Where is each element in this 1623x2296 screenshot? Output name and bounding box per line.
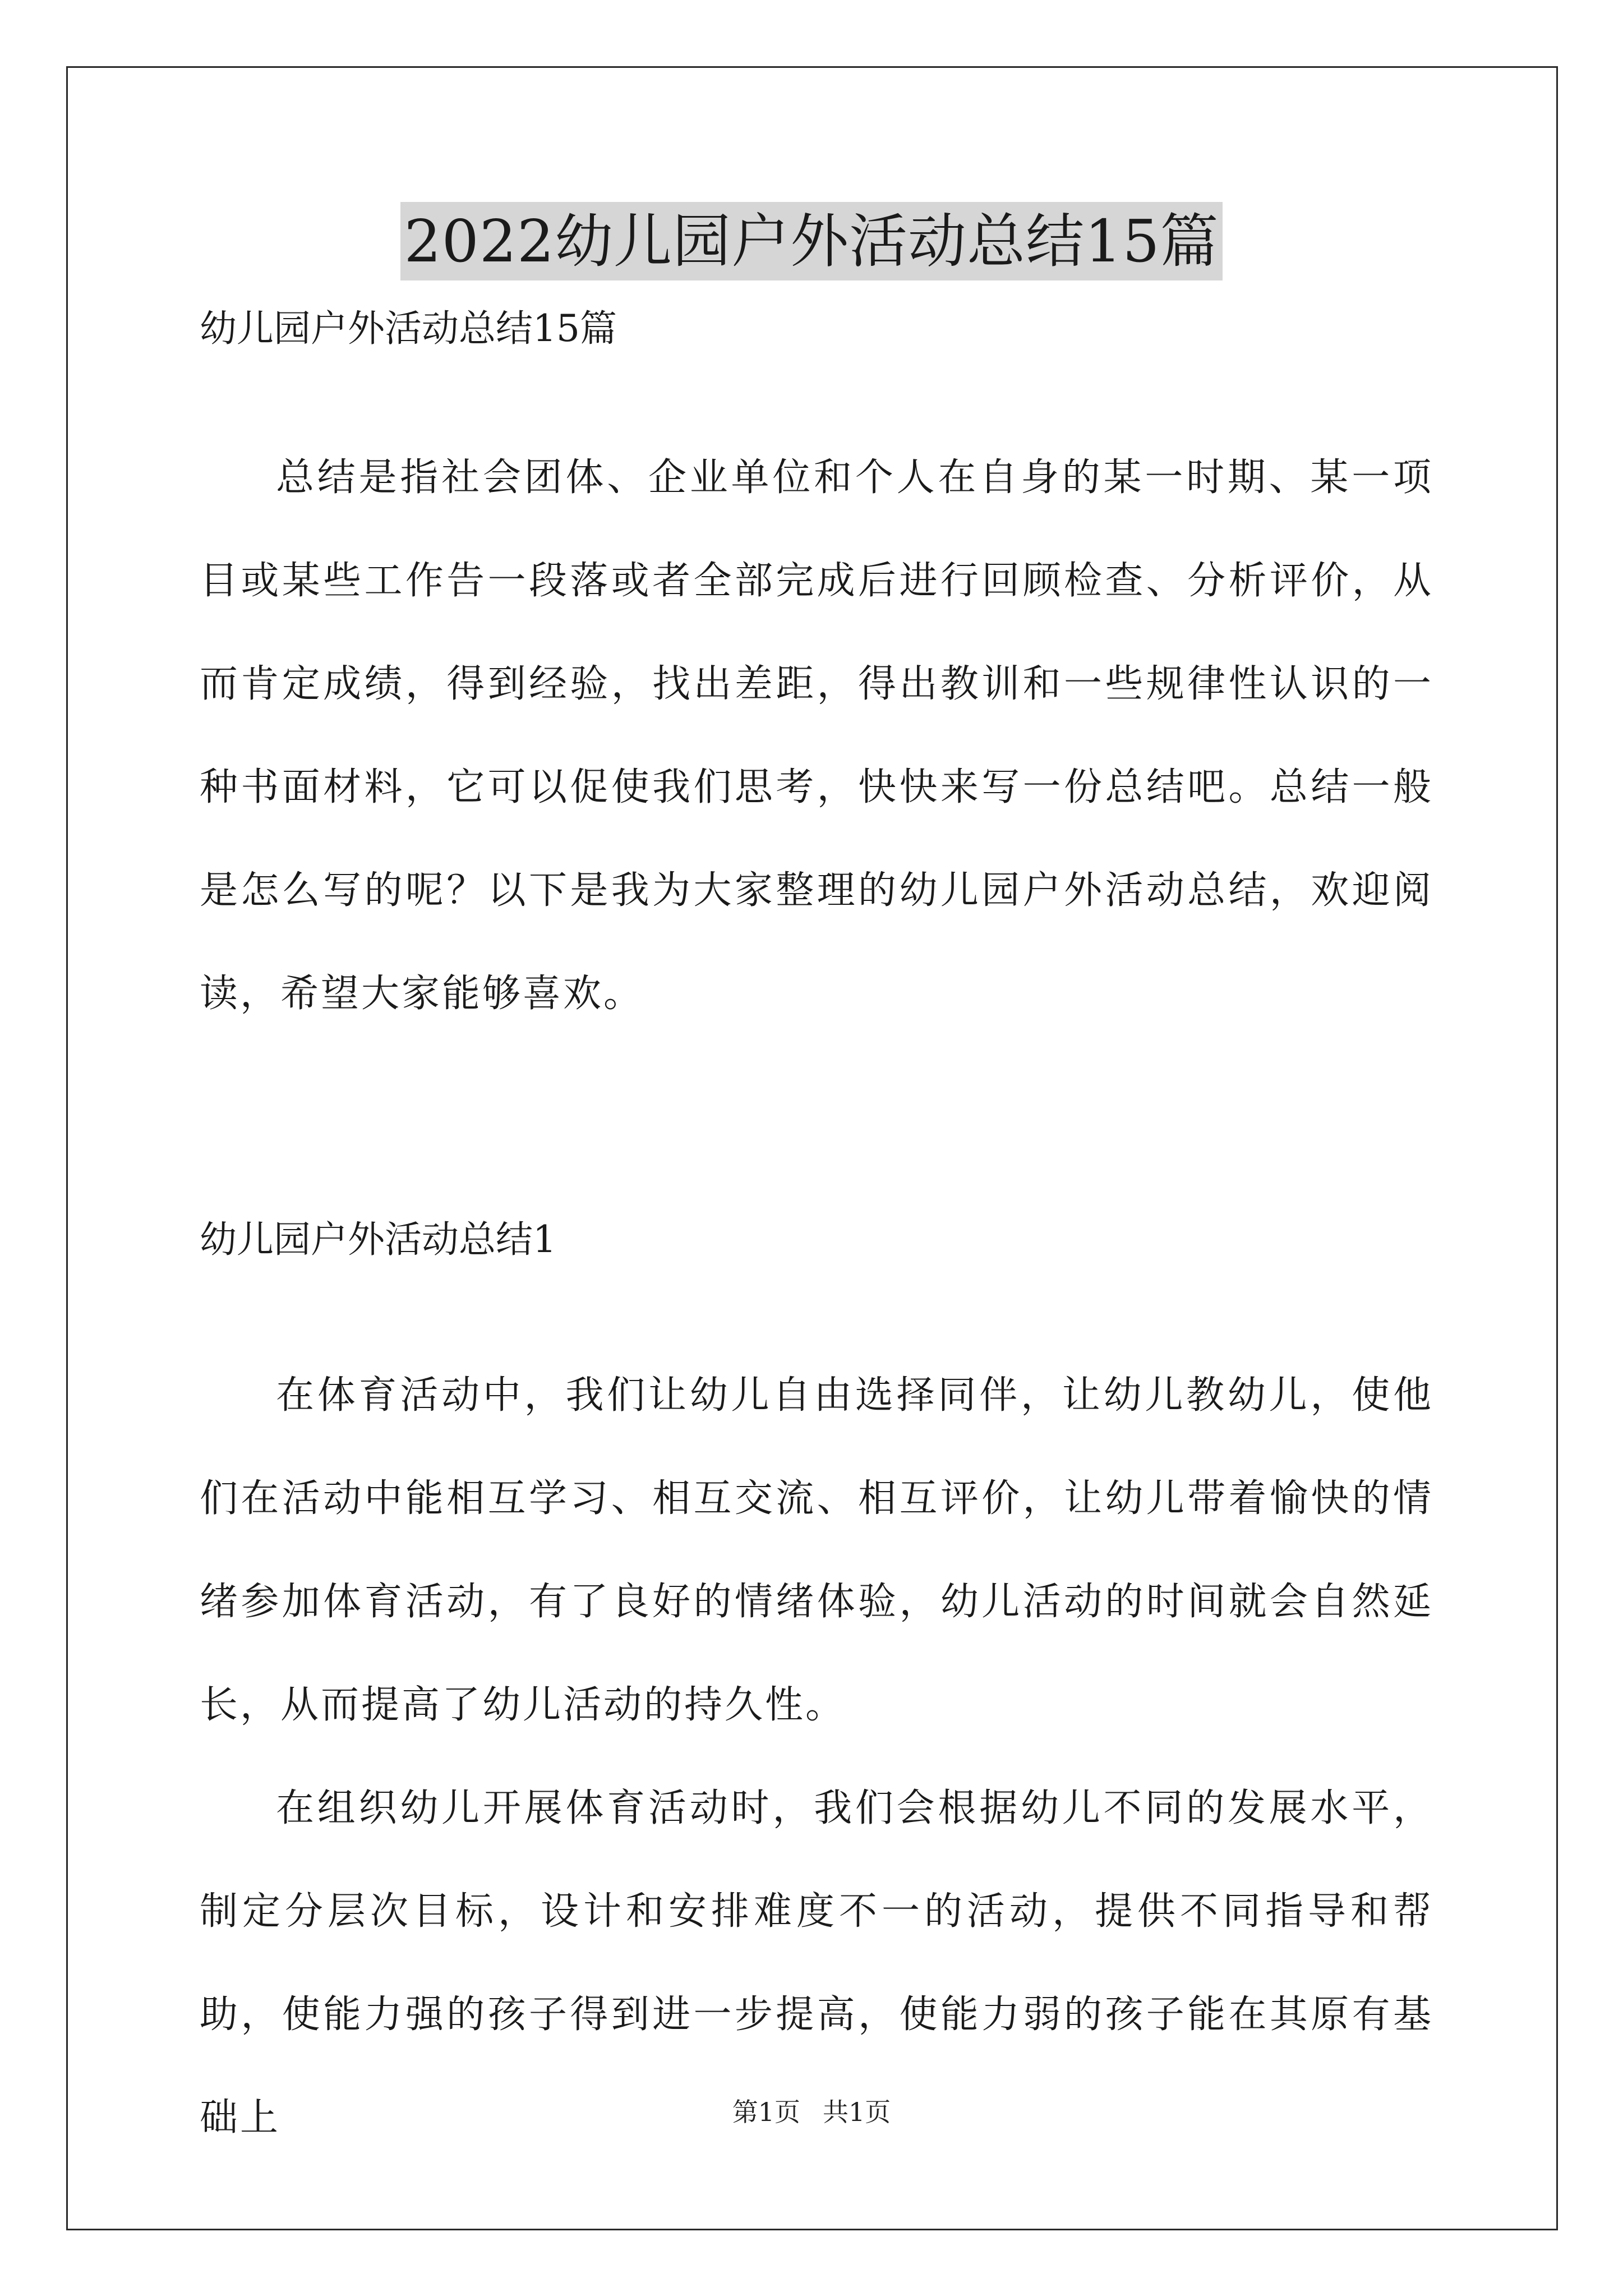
document-body [200, 303, 1433, 2170]
document-subtitle: 幼儿园户外活动总结15篇 [200, 307, 617, 350]
spacer [200, 355, 1433, 426]
page-footer [0, 2095, 1623, 2129]
section-paragraph-1: 在体育活动中，我们让幼儿自由选择同伴，让幼儿教幼儿，使他们在活动中能相互学习、相互交流、相互评价，让幼儿带着愉快的情绪参加体育活动，有了良好的情绪体验，幼儿活动的时间就会自然延长，从而提高了幼儿活动的持久性。 [200, 1373, 1433, 1727]
spacer [200, 1266, 1433, 1344]
title-container [0, 202, 1623, 280]
intro-paragraph: 总结是指社会团体、企业单位和个人在自身的某一时期、某一项目或某些工作告一段落或者全部完成后进行回顾检查、分析评价，从而肯定成绩，得到经验，找出差距，得出教训和一些规律性认识的一种书面材料，它可以促使我们思考，快快来写一份总结吧。总结一般是怎么写的呢？以下是我为大家整理的幼儿园户外活动总结，欢迎阅读，希望大家能够喜欢。 [200, 455, 1433, 1016]
page-number-current: 第1页 [732, 2097, 800, 2127]
page-number-total: 共1页 [823, 2097, 891, 2127]
document-title: 2022幼儿园户外活动总结15篇 [400, 202, 1222, 280]
section-paragraph-2: 在组织幼儿开展体育活动时，我们会根据幼儿不同的发展水平，制定分层次目标，设计和安排难度不一的活动，提供不同指导和帮助，使能力强的孩子得到进一步提高，使能力弱的孩子能在其原有基础上 [200, 1786, 1433, 2140]
spacer [200, 1046, 1433, 1214]
section-heading: 幼儿园户外活动总结1 [200, 1218, 556, 1261]
